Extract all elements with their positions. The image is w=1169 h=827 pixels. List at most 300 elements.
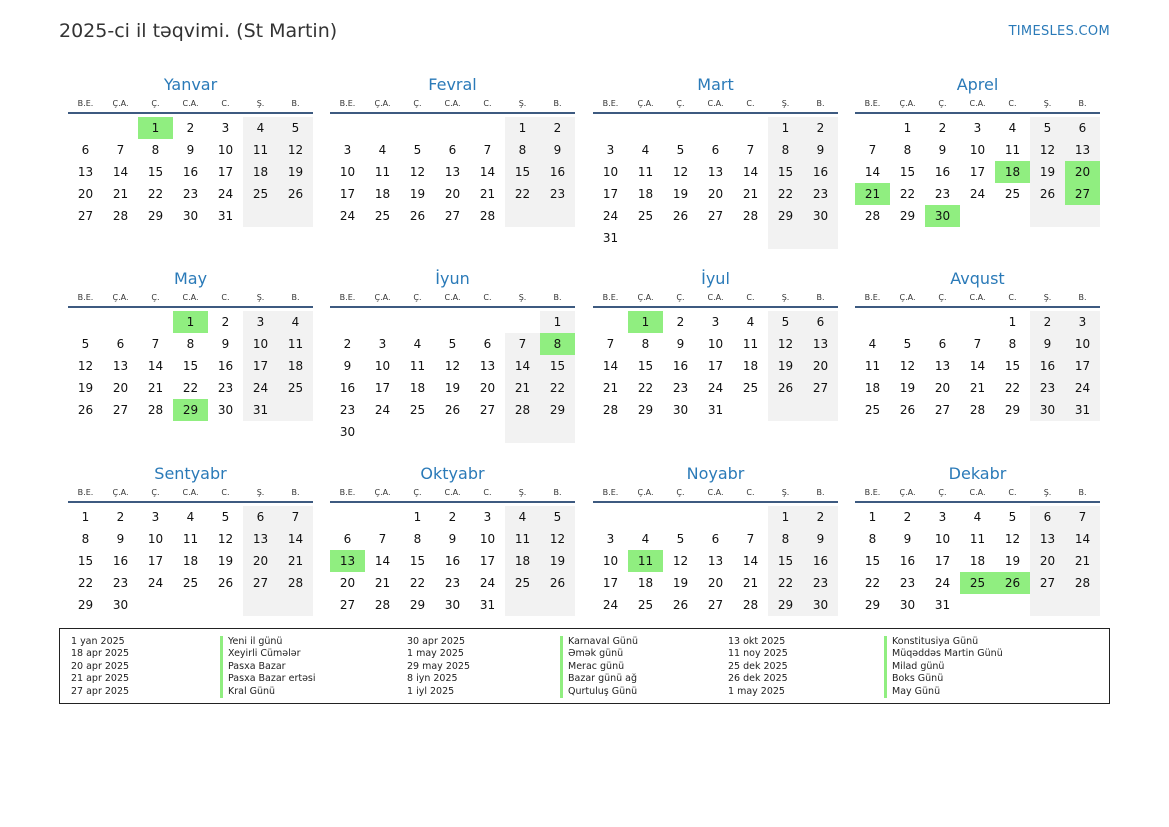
day-cell: 10	[707, 337, 724, 351]
legend-names-col-3	[884, 636, 1003, 698]
empty-cell	[960, 205, 995, 227]
day-cell: 21	[969, 381, 986, 395]
empty-cell	[138, 311, 173, 333]
day-cell: 7	[483, 143, 492, 157]
day-cell: 4	[641, 532, 650, 546]
day-cell: 21	[278, 550, 313, 572]
month-7	[593, 268, 838, 421]
day-cell: 1	[1008, 315, 1017, 329]
day-cell: 2	[448, 510, 457, 524]
weekday-label: B.E.	[77, 293, 94, 302]
day-grid	[330, 311, 575, 443]
day-cell: 12	[540, 528, 575, 550]
day-cell: 1	[413, 510, 422, 524]
weekday-label: C.	[746, 99, 755, 108]
day-cell: 30	[899, 598, 916, 612]
day-cell: 21	[147, 381, 164, 395]
legend-date: 1 may 2025	[407, 648, 464, 660]
day-cell: 14	[505, 355, 540, 377]
weekday-label: C.	[221, 99, 230, 108]
day-cell: 8	[641, 337, 650, 351]
weekday-label: Ş.	[256, 488, 265, 497]
day-cell: 10	[147, 532, 164, 546]
day-cell: 5	[676, 143, 685, 157]
weekday-header	[855, 290, 1100, 308]
legend-date: 30 apr 2025	[407, 636, 466, 647]
weekday-label: Ç.	[413, 99, 422, 108]
day-cell: 25	[243, 183, 278, 205]
day-cell: 26	[672, 209, 689, 223]
empty-cell	[505, 594, 540, 616]
day-cell: 14	[602, 359, 619, 373]
legend-date: 11 noy 2025	[728, 648, 788, 660]
day-cell: 16	[803, 550, 838, 572]
weekday-label: Ş.	[518, 488, 527, 497]
day-cell: 3	[606, 532, 615, 546]
day-cell: 18	[505, 550, 540, 572]
day-cell: 18	[278, 355, 313, 377]
month-name: Sentyabr	[154, 464, 227, 483]
day-cell: 11	[637, 165, 654, 179]
legend-date: 21 apr 2025	[71, 673, 130, 685]
weekday-label: B.E.	[602, 293, 619, 302]
day-cell: 4	[868, 337, 877, 351]
legend-date: 20 apr 2025	[71, 660, 130, 672]
day-cell: 24	[934, 576, 951, 590]
day-cell: 7	[378, 532, 387, 546]
day-cell: 13	[479, 359, 496, 373]
empty-cell	[995, 205, 1030, 227]
day-cell: 5	[448, 337, 457, 351]
day-cell: 7	[868, 143, 877, 157]
day-cell: 5	[540, 506, 575, 528]
day-cell: 5	[81, 337, 90, 351]
day-cell: 31	[479, 598, 496, 612]
day-cell: 21	[1065, 550, 1100, 572]
day-cell: 4	[378, 143, 387, 157]
day-cell: 1	[540, 311, 575, 333]
day-cell: 21	[602, 381, 619, 395]
day-cell: 29	[637, 403, 654, 417]
day-cell: 23	[444, 576, 461, 590]
day-cell: 27	[707, 209, 724, 223]
weekday-label: C.	[483, 488, 492, 497]
day-cell: 16	[540, 161, 575, 183]
weekday-label: B.	[291, 99, 300, 108]
day-cell: 6	[711, 532, 720, 546]
day-cell: 20	[707, 576, 724, 590]
weekday-label: Ç.	[413, 488, 422, 497]
day-cell: 22	[409, 576, 426, 590]
day-cell: 20	[339, 576, 356, 590]
month-12	[855, 463, 1100, 616]
day-cell: 4	[243, 117, 278, 139]
day-cell: 3	[243, 311, 278, 333]
empty-cell	[278, 594, 313, 616]
day-cell: 28	[147, 403, 164, 417]
empty-cell	[505, 421, 540, 443]
day-cell: 26	[278, 183, 313, 205]
day-cell: 29	[864, 598, 881, 612]
day-cell: 18	[742, 359, 759, 373]
day-cell: 22	[77, 576, 94, 590]
day-cell: 30	[217, 403, 234, 417]
month-1	[68, 74, 313, 227]
empty-cell	[540, 205, 575, 227]
day-cell: 15	[409, 554, 426, 568]
day-cell: 2	[803, 117, 838, 139]
day-cell: 11	[278, 333, 313, 355]
weekday-label: C.	[1008, 488, 1017, 497]
day-cell: 15	[77, 554, 94, 568]
weekday-label: C.A.	[969, 488, 986, 497]
day-cell: 22	[540, 377, 575, 399]
day-cell: 11	[182, 532, 199, 546]
day-cell: 15	[768, 550, 803, 572]
day-cell: 11	[969, 532, 986, 546]
day-cell: 5	[768, 311, 803, 333]
month-4	[855, 74, 1100, 227]
legend-holiday-name: Yeni il günü	[220, 636, 316, 648]
weekday-label: B.	[816, 488, 825, 497]
month-name: Yanvar	[163, 75, 218, 94]
day-cell: 22	[147, 187, 164, 201]
day-cell: 22	[182, 381, 199, 395]
day-cell: 28	[278, 572, 313, 594]
empty-cell	[365, 311, 400, 333]
day-cell: 12	[672, 554, 689, 568]
day-cell: 24	[1065, 377, 1100, 399]
day-cell: 2	[186, 121, 195, 135]
weekday-label: B.E.	[339, 293, 356, 302]
weekday-label: C.	[1008, 99, 1017, 108]
day-cell: 22	[899, 187, 916, 201]
day-cell: 20	[479, 381, 496, 395]
day-cell: 1	[903, 121, 912, 135]
day-cell: 9	[1030, 333, 1065, 355]
weekday-label: Ç.	[938, 488, 947, 497]
weekday-label: Ş.	[1043, 99, 1052, 108]
weekday-label: C.	[221, 488, 230, 497]
day-cell: 19	[1030, 161, 1065, 183]
day-grid	[855, 506, 1100, 616]
day-cell: 9	[221, 337, 230, 351]
day-cell: 11	[505, 528, 540, 550]
empty-cell	[593, 117, 628, 139]
day-cell: 28	[505, 399, 540, 421]
month-name: Noyabr	[686, 464, 745, 483]
weekday-label: Ç.	[676, 293, 685, 302]
day-cell: 2	[116, 510, 125, 524]
day-cell: 20	[243, 550, 278, 572]
weekday-label: Ş.	[781, 99, 790, 108]
day-cell: 23	[112, 576, 129, 590]
weekday-header	[593, 290, 838, 308]
empty-cell	[505, 205, 540, 227]
day-cell: 13	[77, 165, 94, 179]
day-cell: 23	[1030, 377, 1065, 399]
empty-cell	[803, 227, 838, 249]
day-cell: 12	[672, 165, 689, 179]
site-link[interactable]: TIMESLES.COM	[1008, 24, 1110, 39]
day-cell: 17	[217, 165, 234, 179]
weekday-label: C.A.	[444, 293, 461, 302]
day-cell: 23	[182, 187, 199, 201]
day-cell: 30	[112, 598, 129, 612]
empty-cell	[733, 117, 768, 139]
day-cell: 14	[742, 165, 759, 179]
weekday-label: B.	[1078, 488, 1087, 497]
day-cell: 5	[1030, 117, 1065, 139]
holiday-day-cell: 1	[628, 311, 663, 333]
weekday-label: B.E.	[77, 488, 94, 497]
day-cell: 15	[505, 161, 540, 183]
empty-cell	[628, 506, 663, 528]
day-cell: 23	[217, 381, 234, 395]
day-cell: 23	[339, 403, 356, 417]
day-cell: 3	[483, 510, 492, 524]
weekday-label: C.A.	[707, 99, 724, 108]
weekday-label: C.	[221, 293, 230, 302]
day-cell: 19	[444, 381, 461, 395]
weekday-label: Ç.	[676, 99, 685, 108]
day-cell: 17	[147, 554, 164, 568]
legend-date: 27 apr 2025	[71, 685, 130, 697]
weekday-label: Ş.	[518, 99, 527, 108]
day-cell: 31	[1065, 399, 1100, 421]
legend-holiday-name: Milad günü	[884, 661, 1003, 673]
day-cell: 4	[746, 315, 755, 329]
day-grid	[855, 117, 1100, 227]
day-cell: 6	[1065, 117, 1100, 139]
day-cell: 13	[707, 165, 724, 179]
day-cell: 23	[803, 183, 838, 205]
day-cell: 19	[768, 355, 803, 377]
day-cell: 13	[243, 528, 278, 550]
weekday-label: B.	[1078, 293, 1087, 302]
day-cell: 16	[339, 381, 356, 395]
day-cell: 20	[803, 355, 838, 377]
day-cell: 27	[77, 209, 94, 223]
empty-cell	[960, 311, 995, 333]
day-cell: 8	[868, 532, 877, 546]
month-3	[593, 74, 838, 249]
weekday-label: C.A.	[182, 488, 199, 497]
day-cell: 17	[479, 554, 496, 568]
day-cell: 13	[934, 359, 951, 373]
day-cell: 19	[77, 381, 94, 395]
day-cell: 23	[540, 183, 575, 205]
day-grid	[68, 311, 313, 421]
legend-date: 1 yan 2025	[71, 636, 125, 647]
day-cell: 26	[540, 572, 575, 594]
empty-cell	[593, 506, 628, 528]
day-cell: 28	[969, 403, 986, 417]
day-cell: 13	[1030, 528, 1065, 550]
day-grid	[855, 311, 1100, 421]
weekday-label: Ş.	[781, 293, 790, 302]
legend-holiday-name: Kral Günü	[220, 686, 316, 698]
day-cell: 14	[112, 165, 129, 179]
day-cell: 1	[768, 506, 803, 528]
day-cell: 18	[374, 187, 391, 201]
day-cell: 27	[112, 403, 129, 417]
day-cell: 5	[413, 143, 422, 157]
weekday-label: C.A.	[182, 293, 199, 302]
day-cell: 27	[339, 598, 356, 612]
empty-cell	[400, 311, 435, 333]
day-cell: 17	[602, 576, 619, 590]
day-cell: 2	[903, 510, 912, 524]
holiday-day-cell: 29	[173, 399, 208, 421]
empty-cell	[68, 117, 103, 139]
empty-cell	[768, 399, 803, 421]
weekday-label: B.	[291, 293, 300, 302]
day-cell: 7	[151, 337, 160, 351]
month-name: May	[173, 269, 208, 288]
day-cell: 3	[938, 510, 947, 524]
holiday-day-cell: 1	[138, 117, 173, 139]
empty-cell	[698, 506, 733, 528]
day-cell: 7	[606, 337, 615, 351]
day-cell: 5	[903, 337, 912, 351]
legend-holiday-name: Boks Günü	[884, 673, 1003, 685]
legend-holiday-name: Bazar günü ağ	[560, 673, 638, 685]
day-cell: 17	[374, 381, 391, 395]
weekday-label: C.A.	[444, 99, 461, 108]
day-cell: 27	[479, 403, 496, 417]
month-8	[855, 268, 1100, 421]
day-cell: 9	[803, 139, 838, 161]
day-cell: 29	[768, 594, 803, 616]
legend-date: 8 iyn 2025	[407, 673, 458, 685]
empty-cell	[628, 117, 663, 139]
day-cell: 14	[1065, 528, 1100, 550]
day-cell: 8	[413, 532, 422, 546]
day-cell: 27	[934, 403, 951, 417]
day-cell: 29	[77, 598, 94, 612]
day-cell: 26	[217, 576, 234, 590]
empty-cell	[435, 421, 470, 443]
month-name: Fevral	[428, 75, 477, 94]
legend-holiday-name: Qurtuluş Günü	[560, 686, 638, 698]
empty-cell	[173, 594, 208, 616]
weekday-label: Ç.A.	[637, 99, 654, 108]
day-cell: 24	[217, 187, 234, 201]
day-cell: 10	[969, 143, 986, 157]
day-cell: 7	[746, 143, 755, 157]
empty-cell	[103, 311, 138, 333]
day-cell: 14	[479, 165, 496, 179]
weekday-label: Ç.A.	[899, 293, 916, 302]
weekday-label: Ç.A.	[899, 488, 916, 497]
day-cell: 6	[1030, 506, 1065, 528]
day-cell: 18	[243, 161, 278, 183]
holiday-legend	[59, 628, 1110, 704]
empty-cell	[1030, 594, 1065, 616]
month-2	[330, 74, 575, 227]
month-11	[593, 463, 838, 616]
day-cell: 15	[540, 355, 575, 377]
weekday-header	[68, 290, 313, 308]
empty-cell	[890, 311, 925, 333]
weekday-label: Ç.	[676, 488, 685, 497]
day-cell: 26	[899, 403, 916, 417]
weekday-label: C.A.	[182, 99, 199, 108]
day-cell: 10	[374, 359, 391, 373]
weekday-header	[593, 485, 838, 503]
day-cell: 17	[934, 554, 951, 568]
day-cell: 25	[409, 403, 426, 417]
day-cell: 12	[768, 333, 803, 355]
weekday-label: Ş.	[256, 293, 265, 302]
day-cell: 20	[444, 187, 461, 201]
day-cell: 24	[602, 209, 619, 223]
day-cell: 19	[1004, 554, 1021, 568]
empty-cell	[470, 421, 505, 443]
day-cell: 26	[768, 377, 803, 399]
day-cell: 4	[505, 506, 540, 528]
day-cell: 31	[243, 399, 278, 421]
day-cell: 12	[77, 359, 94, 373]
weekday-label: Ç.A.	[637, 293, 654, 302]
weekday-label: B.	[553, 293, 562, 302]
day-cell: 7	[973, 337, 982, 351]
day-cell: 8	[1008, 337, 1017, 351]
day-cell: 21	[112, 187, 129, 201]
empty-cell	[540, 421, 575, 443]
day-cell: 17	[969, 165, 986, 179]
day-cell: 14	[742, 554, 759, 568]
empty-cell	[435, 117, 470, 139]
weekday-header	[593, 96, 838, 114]
weekday-label: C.	[746, 488, 755, 497]
weekday-label: Ç.A.	[899, 99, 916, 108]
empty-cell	[593, 311, 628, 333]
day-cell: 30	[339, 425, 356, 439]
day-cell: 29	[540, 399, 575, 421]
day-cell: 24	[602, 598, 619, 612]
day-cell: 29	[409, 598, 426, 612]
day-cell: 20	[112, 381, 129, 395]
weekday-label: Ş.	[1043, 293, 1052, 302]
weekday-label: Ç.A.	[112, 488, 129, 497]
day-cell: 25	[278, 377, 313, 399]
day-cell: 10	[602, 165, 619, 179]
weekday-label: C.	[746, 293, 755, 302]
empty-cell	[435, 311, 470, 333]
day-cell: 26	[409, 209, 426, 223]
day-cell: 27	[707, 598, 724, 612]
day-cell: 25	[864, 403, 881, 417]
day-cell: 24	[969, 187, 986, 201]
day-cell: 9	[938, 143, 947, 157]
day-cell: 6	[803, 311, 838, 333]
day-cell: 3	[606, 143, 615, 157]
day-cell: 8	[768, 528, 803, 550]
weekday-label: Ç.	[413, 293, 422, 302]
day-cell: 28	[479, 209, 496, 223]
day-cell: 5	[221, 510, 230, 524]
weekday-label: Ş.	[781, 488, 790, 497]
day-grid	[593, 117, 838, 249]
empty-cell	[663, 506, 698, 528]
day-cell: 2	[938, 121, 947, 135]
day-cell: 27	[803, 377, 838, 399]
day-cell: 27	[1030, 572, 1065, 594]
holiday-day-cell: 20	[1065, 161, 1100, 183]
day-cell: 29	[147, 209, 164, 223]
